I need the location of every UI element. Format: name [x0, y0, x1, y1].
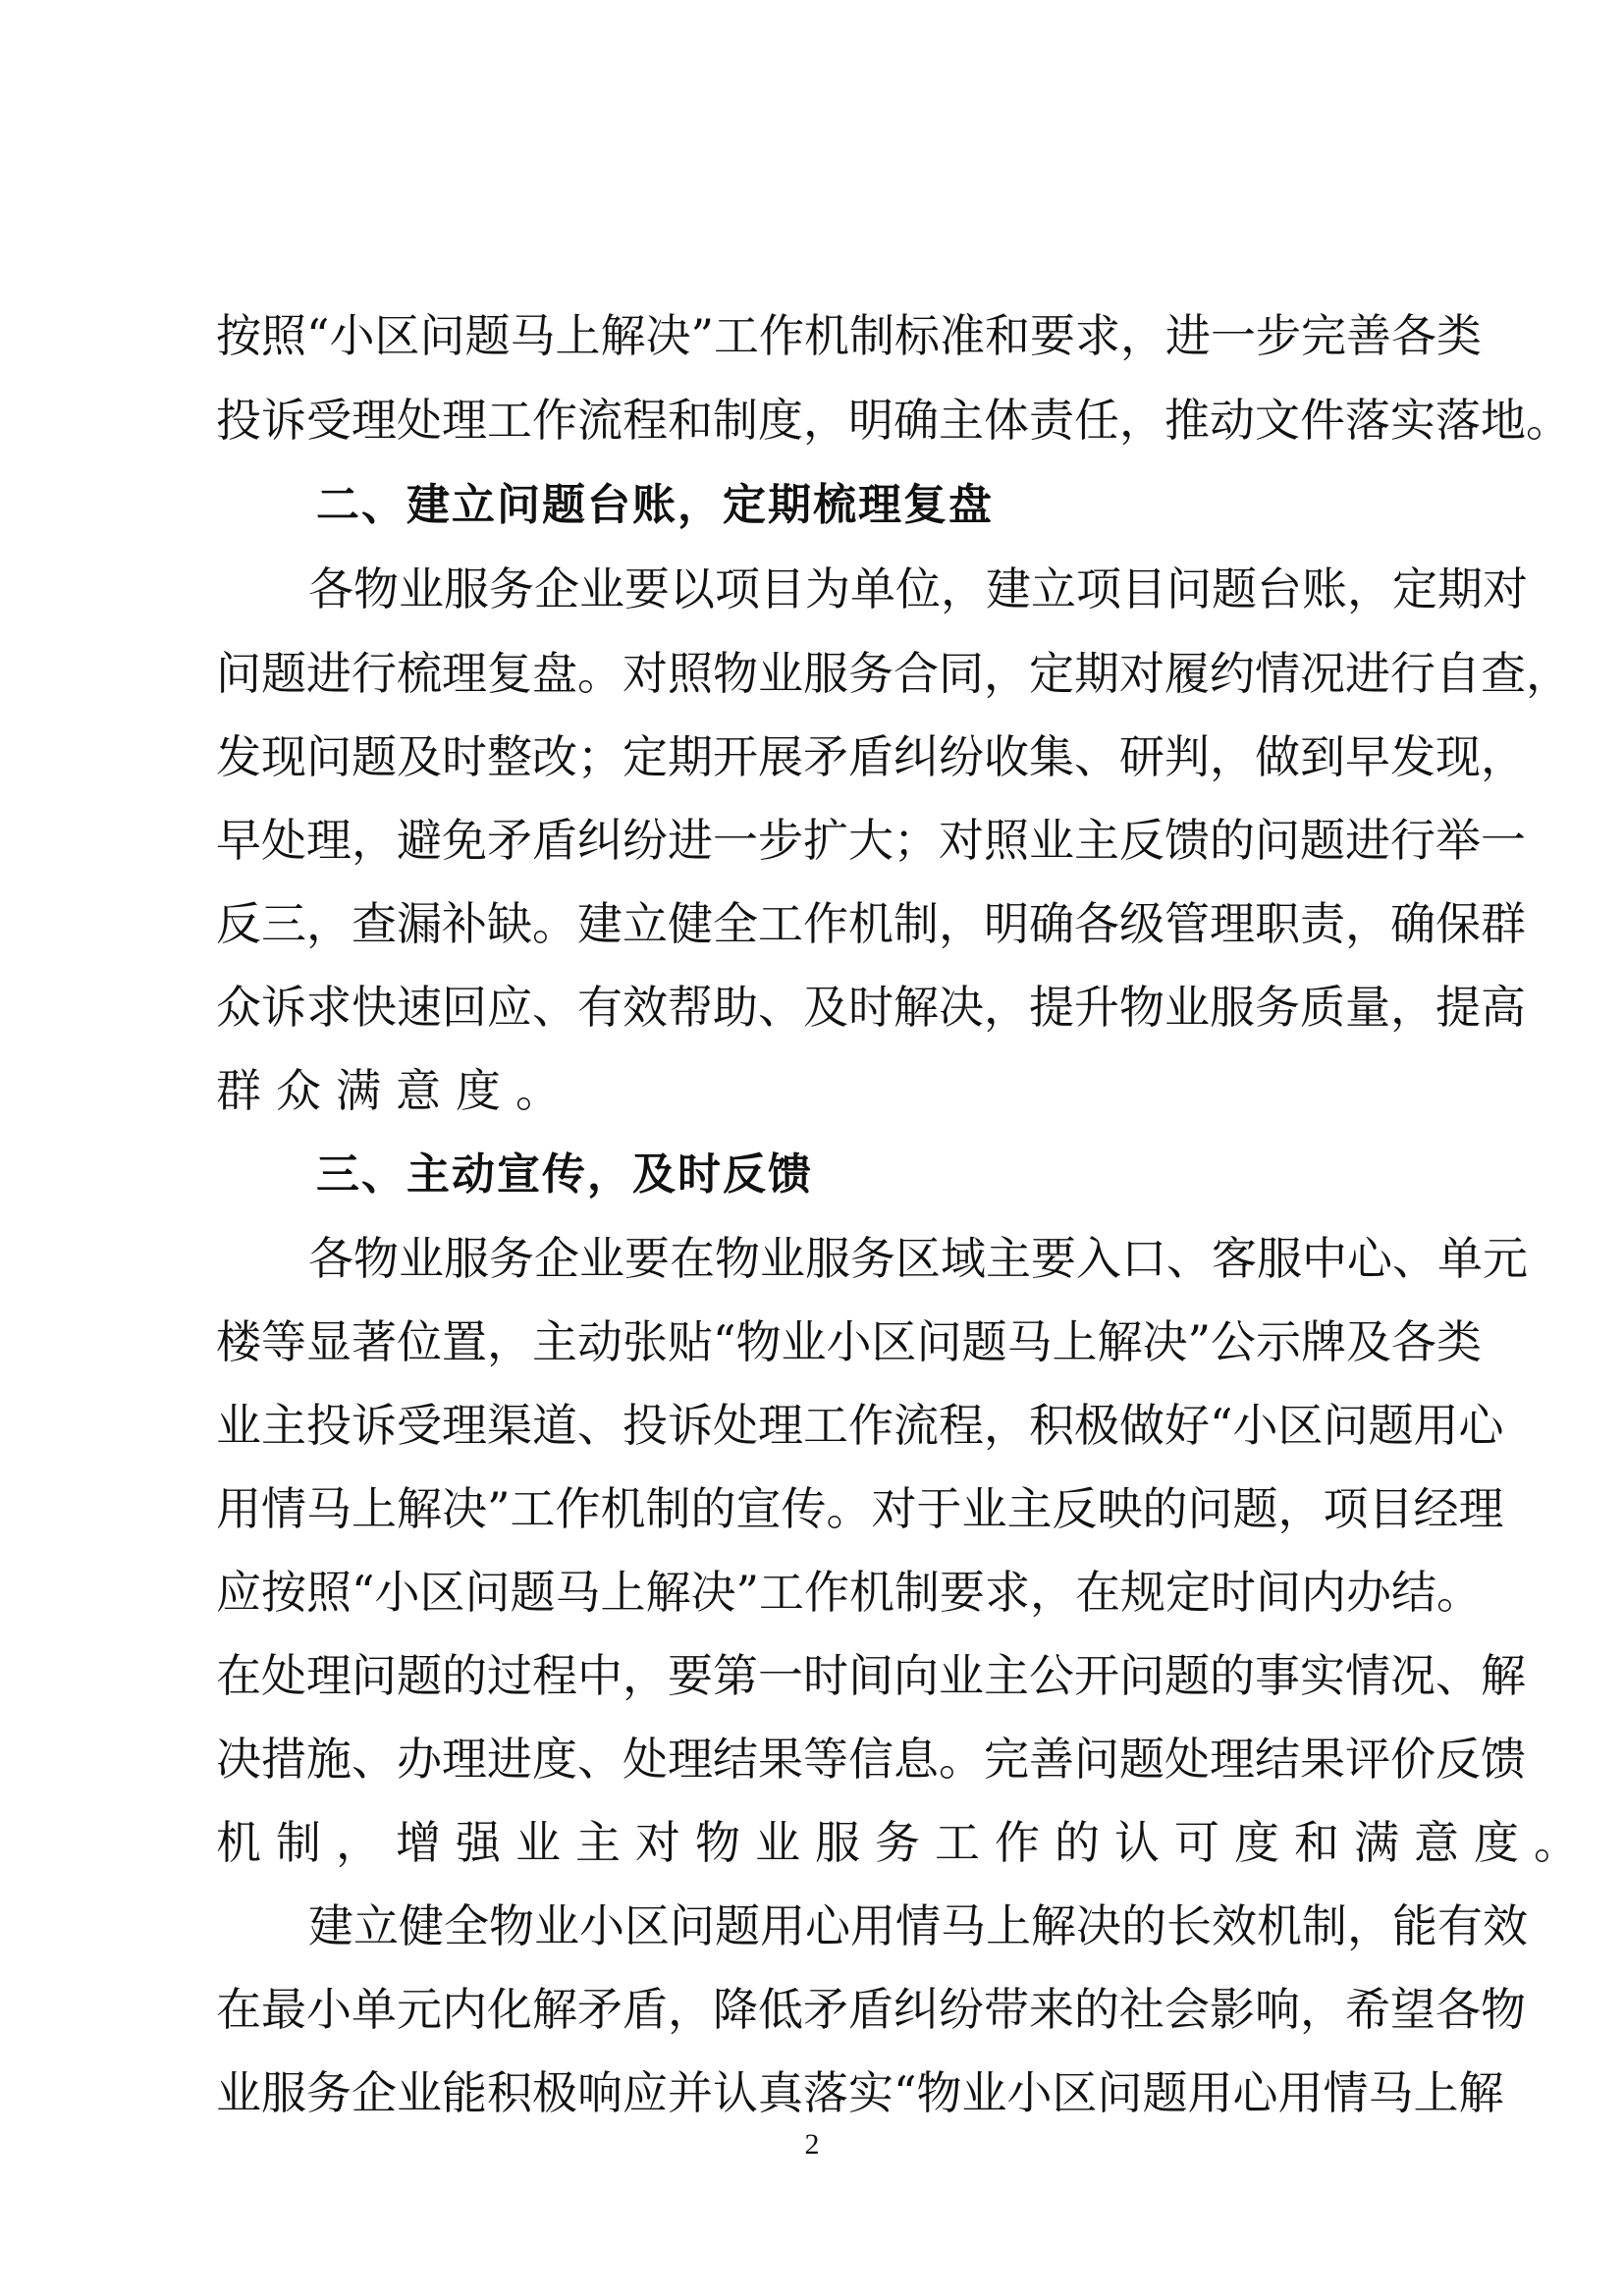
- body-line: 决措施、办理进度、处理结果等信息。完善问题处理结果评价反馈: [216, 1733, 1526, 1786]
- body-line: 问题进行梳理复盘。对照物业服务合同，定期对履约情况进行自查，: [216, 647, 1571, 700]
- body-line: 在处理问题的过程中，要第一时间向业主公开问题的事实情况、解: [216, 1649, 1526, 1702]
- body-line: 建立健全物业小区问题用心用情马上解决的长效机制，能有效: [308, 1899, 1528, 1952]
- body-line: 应按照“小区问题马上解决”工作机制要求，在规定时间内办结。: [216, 1566, 1483, 1619]
- body-line: 早处理，避免矛盾纠纷进一步扩大；对照业主反馈的问题进行举一: [216, 814, 1526, 867]
- body-line: 反三，查漏补缺。建立健全工作机制，明确各级管理职责，确保群: [216, 897, 1526, 950]
- section-heading-2: 二、建立问题台账，定期梳理复盘: [316, 480, 994, 530]
- page-number: 2: [804, 2128, 820, 2161]
- body-line: 群众满意度。: [216, 1064, 575, 1117]
- section-heading-3: 三、主动宣传，及时反馈: [316, 1149, 813, 1200]
- body-line: 按照“小区问题马上解决”工作机制标准和要求，进一步完善各类: [216, 309, 1483, 362]
- body-line: 投诉受理处理工作流程和制度，明确主体责任，推动文件落实落地。: [216, 394, 1571, 447]
- body-line: 机制，增强业主对物业服务工作的认可度和满意度。: [216, 1816, 1594, 1869]
- body-line: 用情马上解决”工作机制的宣传。对于业主反映的问题，项目经理: [216, 1482, 1504, 1535]
- body-line: 业服务企业能积极响应并认真落实“物业小区问题用心用情马上解: [216, 2066, 1504, 2119]
- body-line: 各物业服务企业要在物业服务区域主要入口、客服中心、单元: [308, 1232, 1528, 1285]
- body-line: 在最小单元内化解矛盾，降低矛盾纠纷带来的社会影响，希望各物: [216, 1983, 1526, 2036]
- body-line: 业主投诉受理渠道、投诉处理工作流程，积极做好“小区问题用心: [216, 1399, 1504, 1452]
- body-line: 众诉求快速回应、有效帮助、及时解决，提升物业服务质量，提高: [216, 981, 1526, 1034]
- body-line: 发现问题及时整改；定期开展矛盾纠纷收集、研判，做到早发现，: [216, 730, 1526, 783]
- body-line: 楼等显著位置，主动张贴“物业小区问题马上解决”公示牌及各类: [216, 1315, 1483, 1368]
- body-line: 各物业服务企业要以项目为单位，建立项目问题台账，定期对: [308, 562, 1528, 615]
